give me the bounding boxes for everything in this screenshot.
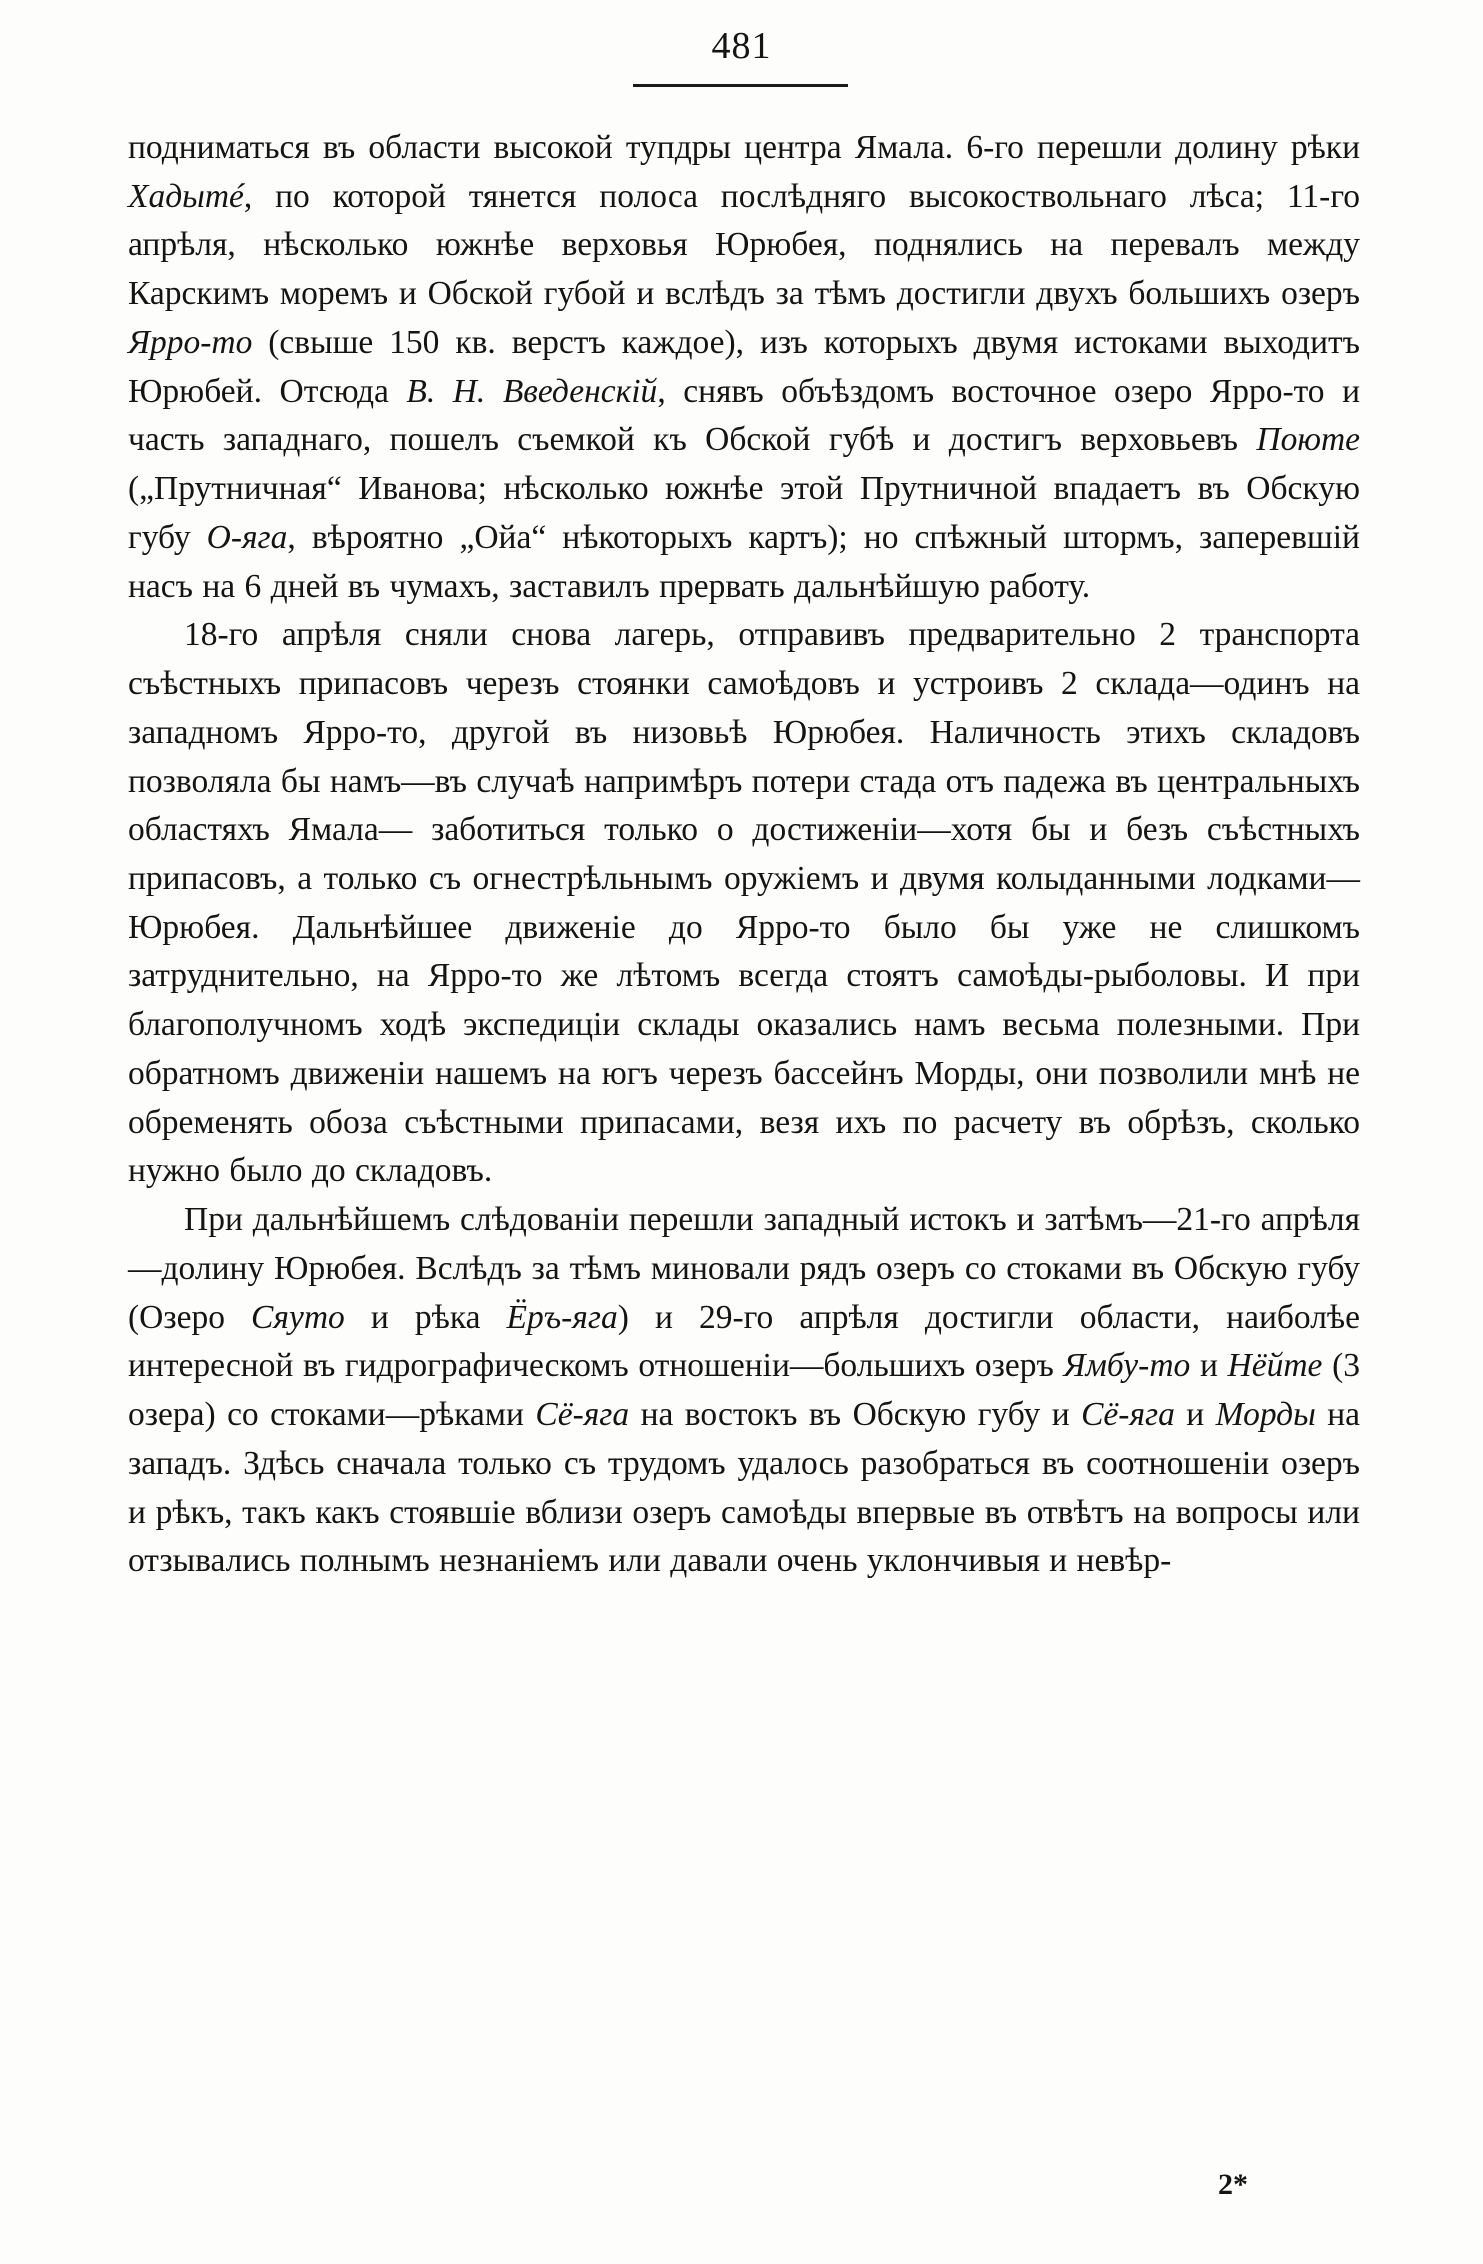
paragraph <box>128 124 1360 611</box>
page-number: 481 <box>711 25 772 67</box>
emphasized-text: Поюте <box>1256 421 1360 459</box>
text-run: , вѣроятно „Ойа“ нѣкоторыхъ картъ); но спѣжный штормъ, заперевшій насъ на 6 дней въ чумахъ, заставилъ прервать дальнѣйшую работу. <box>128 518 1360 605</box>
emphasized-text: Ярро-то <box>128 323 253 361</box>
text-run: ) и 29-го апрѣля достигли области, наиболѣе интересной въ гидрографическомъ отношеніи—большихъ озеръ <box>128 1298 1360 1385</box>
page-body-text <box>128 124 1360 1586</box>
emphasized-text: Нёйте <box>1227 1347 1323 1385</box>
text-run: и рѣка <box>344 1298 507 1336</box>
text-run: , снявъ объѣздомъ восточное озеро Ярро-то и часть западнаго, пошелъ съемкой къ Обской губѣ и достигъ верховьевъ <box>128 372 1360 459</box>
emphasized-text: Сё-яга <box>535 1396 630 1434</box>
paragraph <box>128 1196 1360 1586</box>
emphasized-text: Морды <box>1215 1396 1316 1434</box>
text-run: на западъ. Здѣсь сначала только съ трудомъ удалось разобраться въ соотношеніи озеръ и рѣкъ, такъ какъ стоявшіе вблизи озеръ самоѣды впервые въ отвѣтъ на вопросы или отзывались полнымъ незнаніемъ или давали очень уклончивыя и невѣр- <box>128 1396 1361 1580</box>
text-run: на востокъ въ Обскую губу и <box>629 1396 1082 1434</box>
text-run: и <box>1174 1396 1216 1434</box>
emphasized-text: Сяуто <box>251 1298 345 1336</box>
text-run: и <box>1190 1347 1228 1385</box>
emphasized-text: Ямбу-то <box>1063 1347 1191 1385</box>
text-run: (3 озера) со стоками—рѣками <box>128 1347 1360 1434</box>
emphasized-text: Хадытé <box>128 177 244 215</box>
paragraph <box>128 611 1360 1196</box>
emphasized-text: Ёръ-яга <box>506 1298 618 1336</box>
emphasized-text: В. Н. Введенскій <box>406 372 658 410</box>
text-run: (свыше 150 кв. верстъ каждое), изъ которыхъ двумя истоками выходитъ Юрюбей. Отсюда <box>128 323 1360 410</box>
text-run: 18-го апрѣля сняли снова лагерь, отправивъ предварительно 2 транспорта съѣстныхъ припасовъ черезъ стоянки самоѣдовъ и устроивъ 2 склада—одинъ на западномъ Ярро-то, другой въ низовьѣ Юрюбея. Наличность этихъ складовъ позволяла бы намъ—въ случаѣ напримѣръ потери стада отъ падежа въ центральныхъ областяхъ Ямала— заботиться только о достиженіи—хотя бы и безъ съѣстныхъ припасовъ, а только съ огнестрѣльнымъ оружіемъ и двумя колыданными лодками— Юрюбея. Дальнѣйшее движеніе до Ярро-то было бы уже не слишкомъ затруднительно, на Ярро-то же лѣтомъ всегда стоятъ самоѣды-рыболовы. И при благополучномъ ходѣ экспедиціи склады оказались намъ весьма полезными. При обратномъ движеніи нашемъ на югъ черезъ бассейнъ Морды, они позволили мнѣ не обременять обоза съѣстными припасами, везя ихъ по расчету въ обрѣзъ, сколько нужно было до складовъ. <box>128 616 1360 1190</box>
header-divider-rule <box>633 84 848 87</box>
text-run: , по которой тянется полоса послѣдняго высокоствольнаго лѣса; 11-го апрѣля, нѣсколько южнѣе верховья Юрюбея, поднялись на перевалъ между Карскимъ моремъ и Обской губой и вслѣдъ за тѣмъ достигли двухъ большихъ озеръ <box>128 177 1360 313</box>
emphasized-text: О-яга <box>206 518 288 556</box>
text-run: („Прутничная“ Иванова; нѣсколько южнѣе этой Прутничной впадаетъ въ Обскую губу <box>128 470 1360 556</box>
emphasized-text: Сё-яга <box>1081 1396 1175 1434</box>
text-run: подниматься въ области высокой тупдры центра Ямала. 6-го перешли долину рѣки <box>128 129 1360 166</box>
text-run: При дальнѣйшемъ слѣдованіи перешли западный истокъ и затѣмъ—21-го апрѣля—долину Юрюбея. Вслѣдъ за тѣмъ миновали рядъ озеръ со стоками въ Обскую губу (Озеро <box>128 1201 1360 1336</box>
footer-signature-mark: 2* <box>1218 2168 1248 2201</box>
